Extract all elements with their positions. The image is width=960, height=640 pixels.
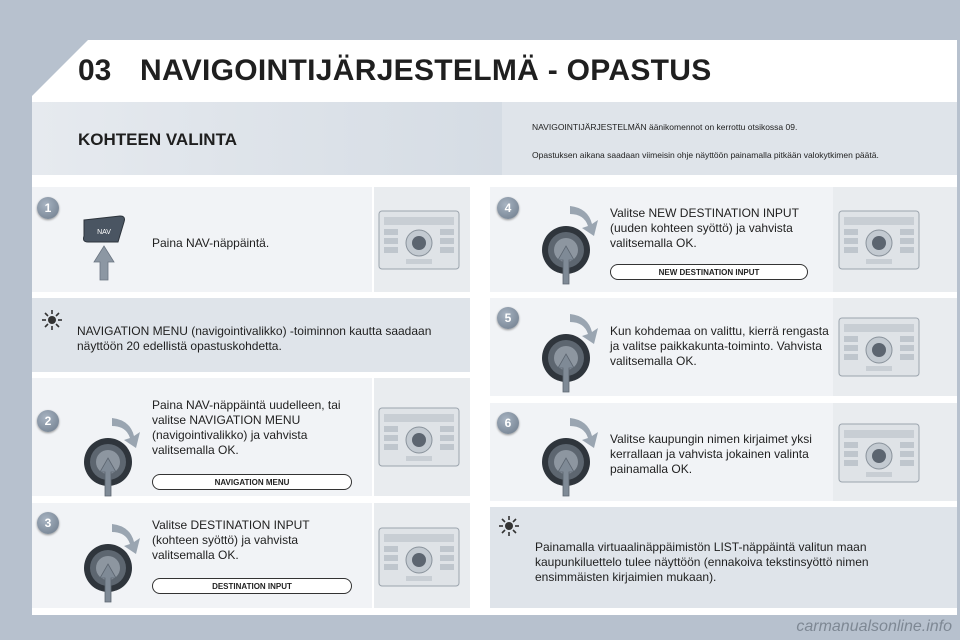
- radio-panel-image-6: [838, 418, 920, 488]
- step-2-text: Paina NAV-näppäintä uudelleen, tai valitse NAVIGATION MENU (navigointivalikko) ja vahvista valitsemalla OK.: [152, 398, 341, 457]
- rotary-knob-icon-4: [536, 198, 606, 288]
- intro-line-2: Opastuksen aikana saadaan viimeisin ohje näyttöön painamalla pitkään valokytkimen päätä.: [532, 150, 879, 160]
- intro-section: [32, 102, 957, 175]
- radio-panel-image-3: [378, 522, 460, 592]
- rotary-knob-icon-5: [536, 306, 606, 396]
- step-3-text: Valitse DESTINATION INPUT (kohteen syöttö) ja vahvista valitsemalla OK.: [152, 518, 310, 562]
- intro-line-1: NAVIGOINTIJÄRJESTELMÄN äänikomennot on kerrottu otsikossa 09.: [532, 122, 798, 132]
- radio-panel-image-2: [378, 402, 460, 472]
- lightbulb-icon: [40, 308, 64, 332]
- section-title: KOHTEEN VALINTA: [78, 130, 237, 149]
- radio-panel-image-1: [378, 205, 460, 275]
- step-2-badge: 2: [37, 410, 59, 432]
- watermark: carmanualsonline.info: [796, 618, 952, 635]
- rotary-knob-icon-6: [536, 410, 606, 500]
- rotary-knob-icon-3: [78, 516, 148, 606]
- step-5-text: Kun kohdemaa on valittu, kierrä rengasta ja valitse paikkakunta-toiminto. Vahvista valitsemalla OK.: [610, 324, 829, 368]
- chapter-number: 03: [78, 54, 112, 87]
- lightbulb-icon: [497, 514, 521, 538]
- new-destination-input-pill: NEW DESTINATION INPUT: [610, 264, 808, 280]
- step-6-text: Valitse kaupungin nimen kirjaimet yksi kerrallaan ja vahvista jokainen valinta painamalla OK.: [610, 432, 812, 476]
- destination-input-pill: DESTINATION INPUT: [152, 578, 352, 594]
- step-1-text: Paina NAV-näppäintä.: [152, 236, 270, 250]
- svg-text:NAV: NAV: [97, 229, 111, 236]
- step-5-badge: 5: [497, 307, 519, 329]
- step-4-badge: 4: [497, 197, 519, 219]
- rotary-knob-icon-2: [78, 410, 148, 500]
- step-4-text: Valitse NEW DESTINATION INPUT (uuden kohteen syöttö) ja vahvista valitsemalla OK.: [610, 206, 799, 250]
- note-2-text: Painamalla virtuaalinäppäimistön LIST-näppäintä valitun maan kaupunkiluettelo tulee näyttöön (ennakoiva tekstinsyöttö nimen ensimmäisten kirjaimien mukaan).: [535, 540, 869, 584]
- step-6-badge: 6: [497, 412, 519, 434]
- step-1-badge: 1: [37, 197, 59, 219]
- radio-panel-image-5: [838, 312, 920, 382]
- step-3-badge: 3: [37, 512, 59, 534]
- radio-panel-image-4: [838, 205, 920, 275]
- navigation-menu-pill: NAVIGATION MENU: [152, 474, 352, 490]
- page-title: NAVIGOINTIJÄRJESTELMÄ - OPASTUS: [140, 54, 712, 87]
- nav-button-icon: [80, 212, 128, 282]
- note-1-text: NAVIGATION MENU (navigointivalikko) -toiminnon kautta saadaan näyttöön 20 edellistä opastuskohdetta.: [77, 324, 432, 353]
